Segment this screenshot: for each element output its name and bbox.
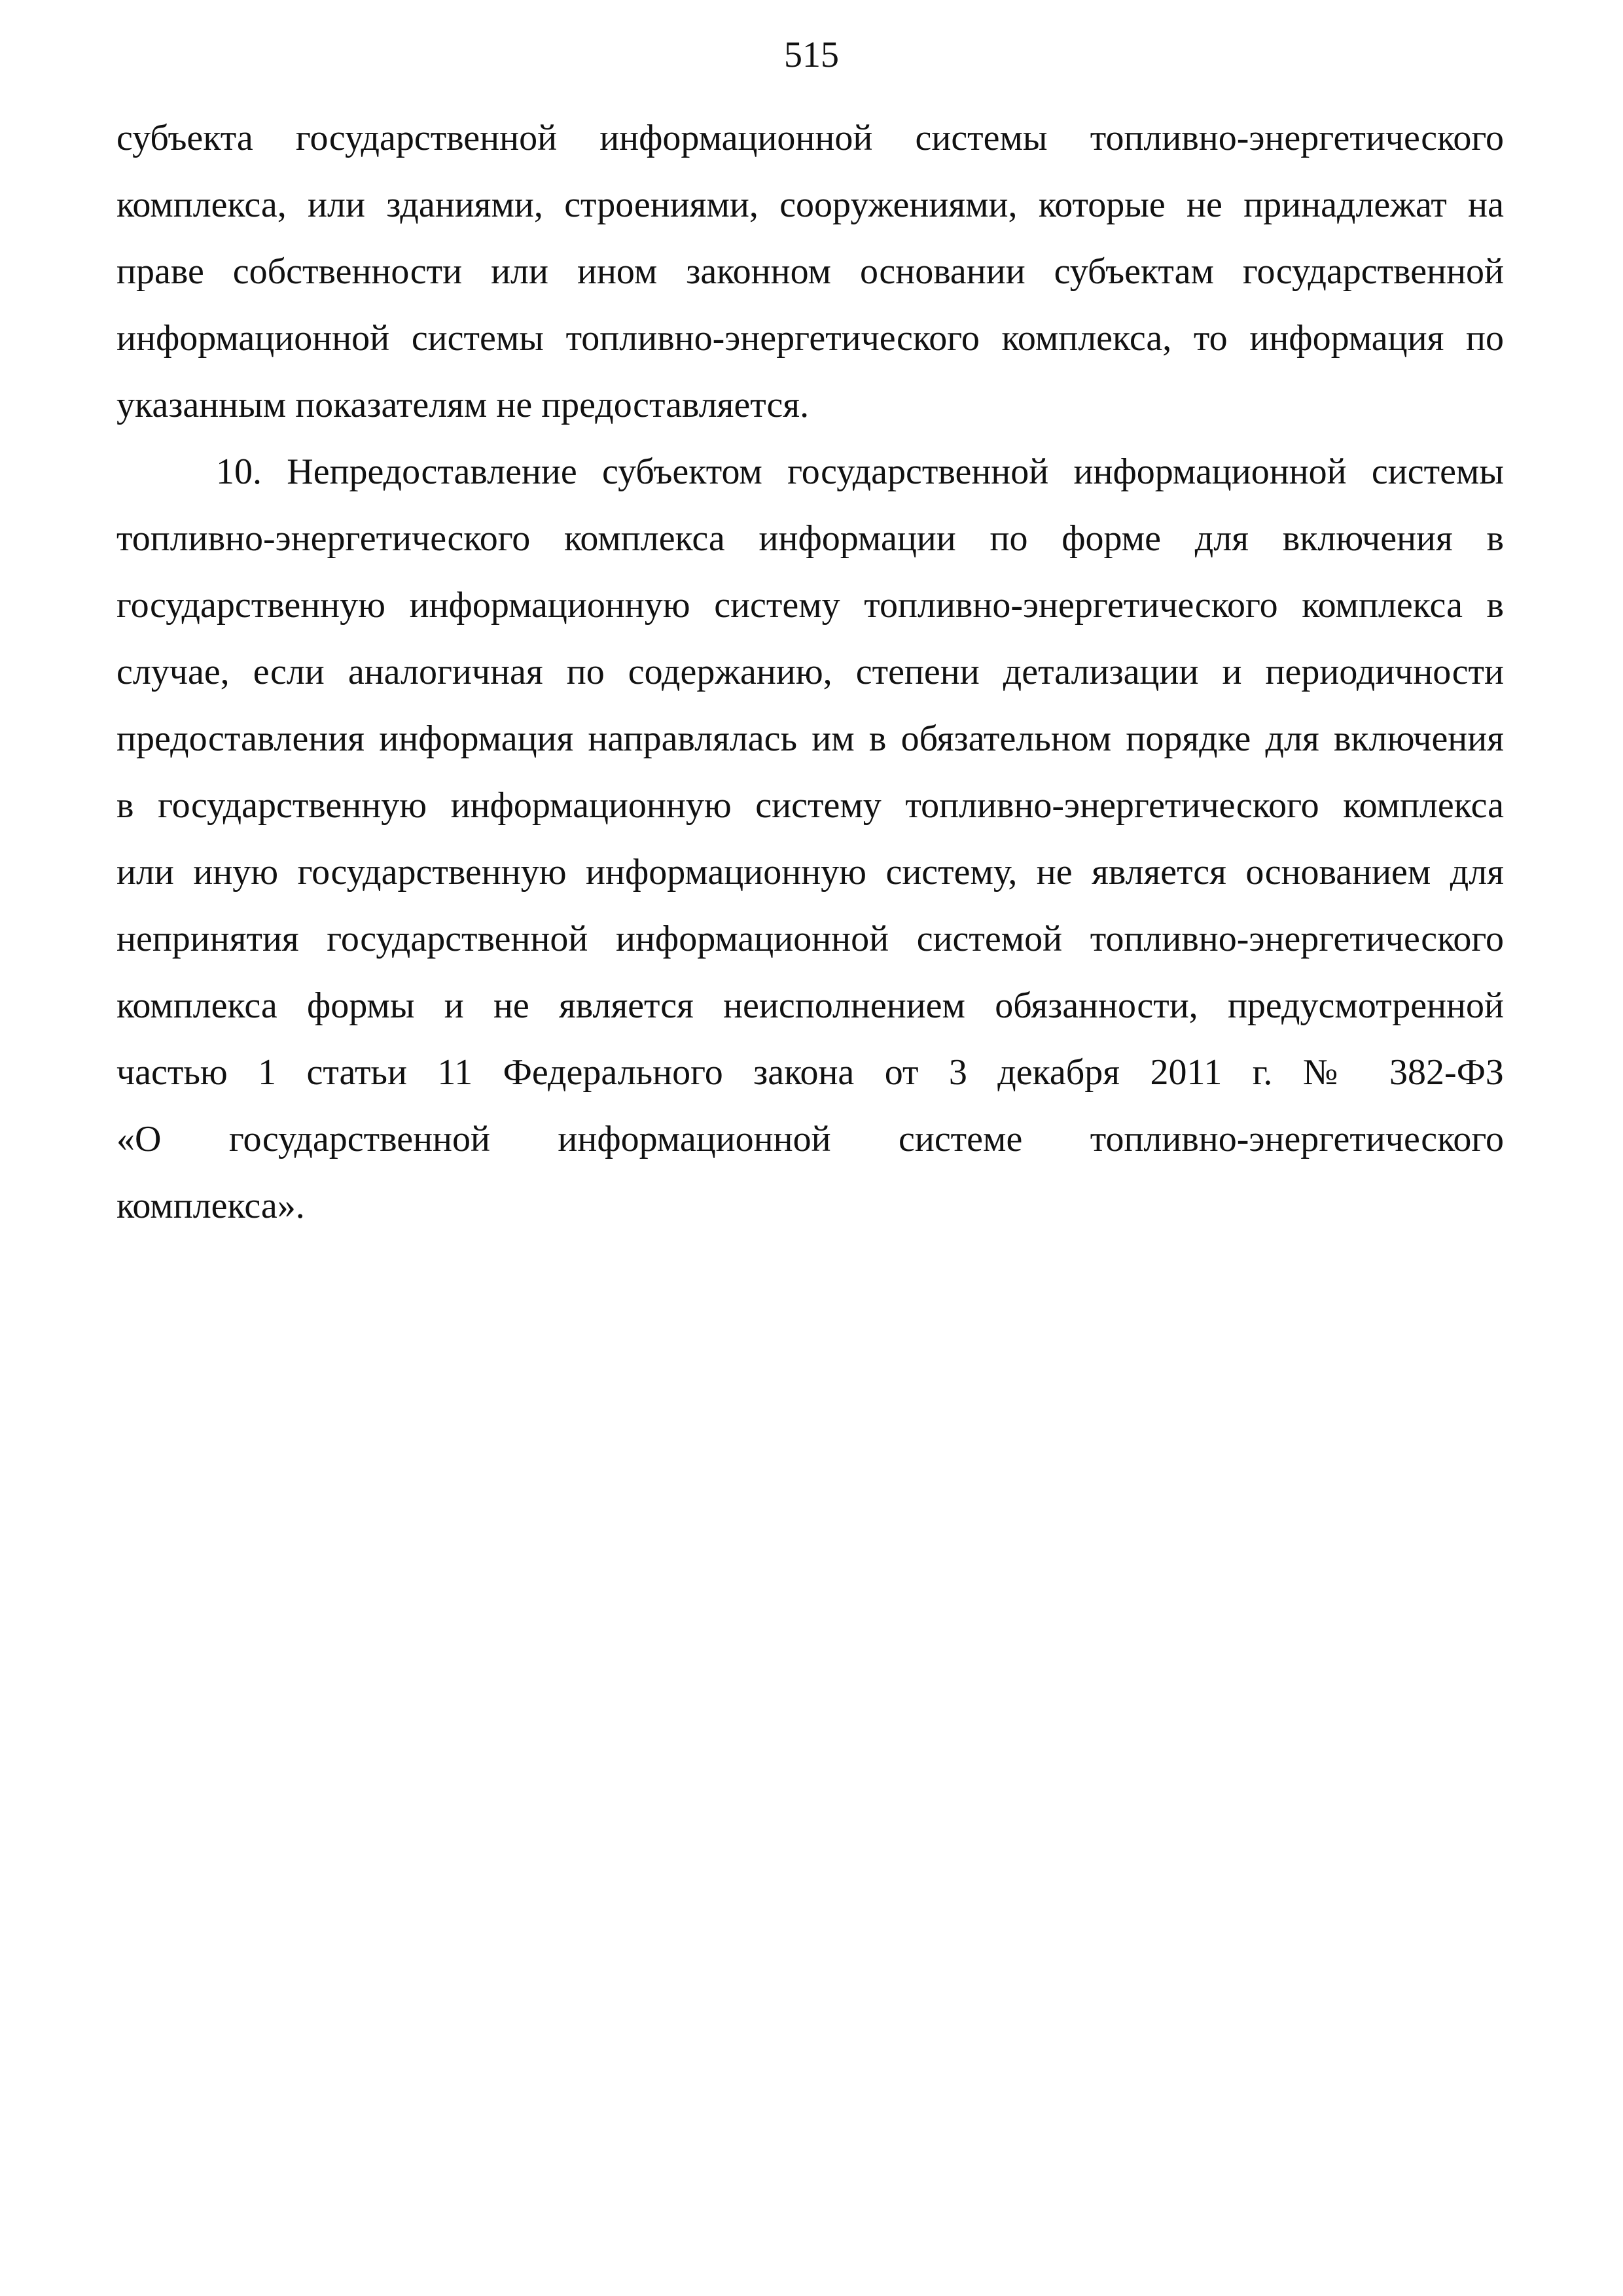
paragraph-line: предоставления информация направлялась им в обязательном порядке для включения xyxy=(116,718,1504,759)
page-number: 515 xyxy=(784,35,839,75)
paragraph-line: субъекта государственной информационной системы топливно-энергетического xyxy=(116,118,1504,158)
paragraph-line: информационной системы топливно-энергетического комплекса, то информация по xyxy=(116,318,1504,359)
paragraph-line: или иную государственную информационную систему, не является основанием для xyxy=(116,852,1504,892)
paragraph-line: случае, если аналогичная по содержанию, степени детализации и периодичности xyxy=(116,652,1504,692)
paragraph-1 xyxy=(116,105,1504,438)
paragraph-line: праве собственности или ином законном основании субъектам государственной xyxy=(116,251,1504,292)
paragraph-line: комплекса». xyxy=(116,1186,305,1226)
paragraph-line: непринятия государственной информационной системой топливно-энергетического xyxy=(116,919,1504,959)
paragraph-line: частью 1 статьи 11 Федерального закона от 3 декабря 2011 г. № 382-ФЗ xyxy=(116,1052,1504,1093)
paragraph-line: указанным показателям не предоставляется. xyxy=(116,385,810,425)
paragraph-line: 10. Непредоставление субъектом государственной информационной системы xyxy=(216,451,1504,492)
paragraph-2 xyxy=(116,438,1504,1239)
paragraph-line: комплекса формы и не является неисполнением обязанности, предусмотренной xyxy=(116,985,1504,1026)
paragraph-line: государственную информационную систему топливно-энергетического комплекса в xyxy=(116,585,1504,626)
body-text xyxy=(116,105,1504,1239)
paragraph-line: топливно-энергетического комплекса информации по форме для включения в xyxy=(116,518,1504,559)
paragraph-line: «О государственной информационной системе топливно-энергетического xyxy=(116,1119,1504,1159)
paragraph-line: комплекса, или зданиями, строениями, сооружениями, которые не принадлежат на xyxy=(116,185,1504,225)
paragraph-line: в государственную информационную систему топливно-энергетического комплекса xyxy=(116,785,1504,826)
